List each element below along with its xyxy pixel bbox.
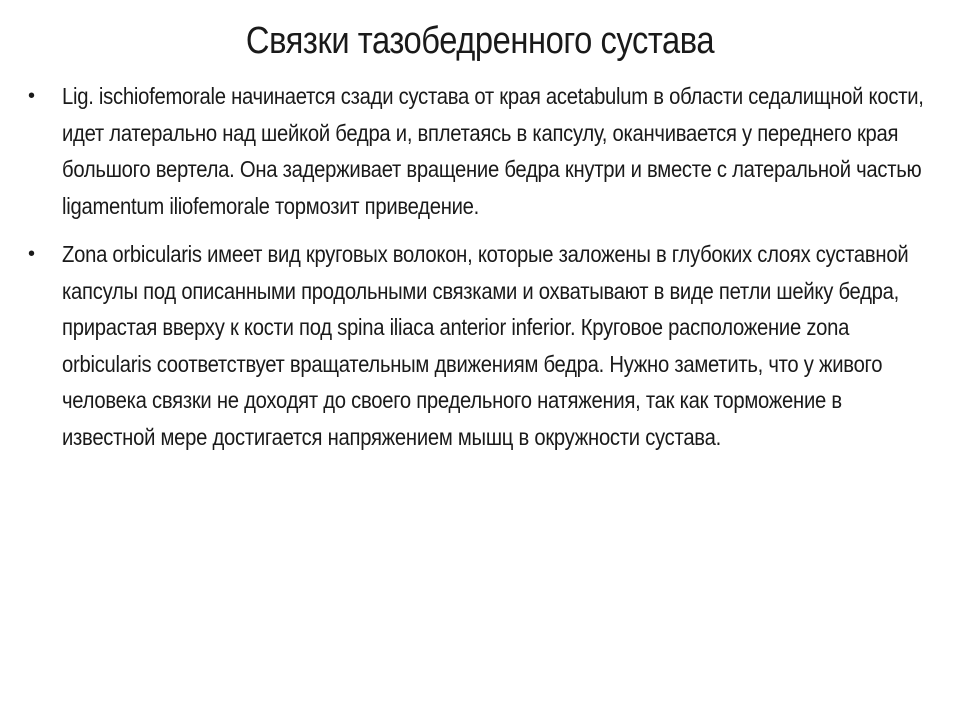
bullet-dot-icon: •: [28, 243, 35, 265]
slide-title: Связки тазобедренного сустава: [245, 20, 715, 62]
bullet-list: [28, 78, 932, 455]
bullet-text: Lig. ischiofemorale начинается сзади сустава от края acetabulum в области седалищной кости, идет латерально над шейкой бедра и, вплетаясь в капсулу, оканчивается у переднего края большого вертела. Она задерживает вращение бедра кнутри и вместе с латеральной частью ligamentum iliofemorale тормозит приведение.: [62, 83, 924, 219]
bullet-text: Zona orbicularis имеет вид круговых волокон, которые заложены в глубоких слоях суставной капсулы под описанными продольными связками и охватывают в виде петли шейку бедра, прирастая вверху к кости под spina iliaca anterior inferior. Круговое расположение zona orbicularis соответствует вращательным движениям бедра. Нужно заметить, что у живого человека связки не доходят до своего предельного натяжения, так как торможение в известной мере достигается напряжением мышц в окружности сустава.: [62, 241, 909, 450]
bullet-dot-icon: •: [28, 85, 35, 107]
bullet-item-zona-orbicularis: [28, 236, 932, 455]
bullet-item-ischiofemorale: [28, 78, 932, 224]
